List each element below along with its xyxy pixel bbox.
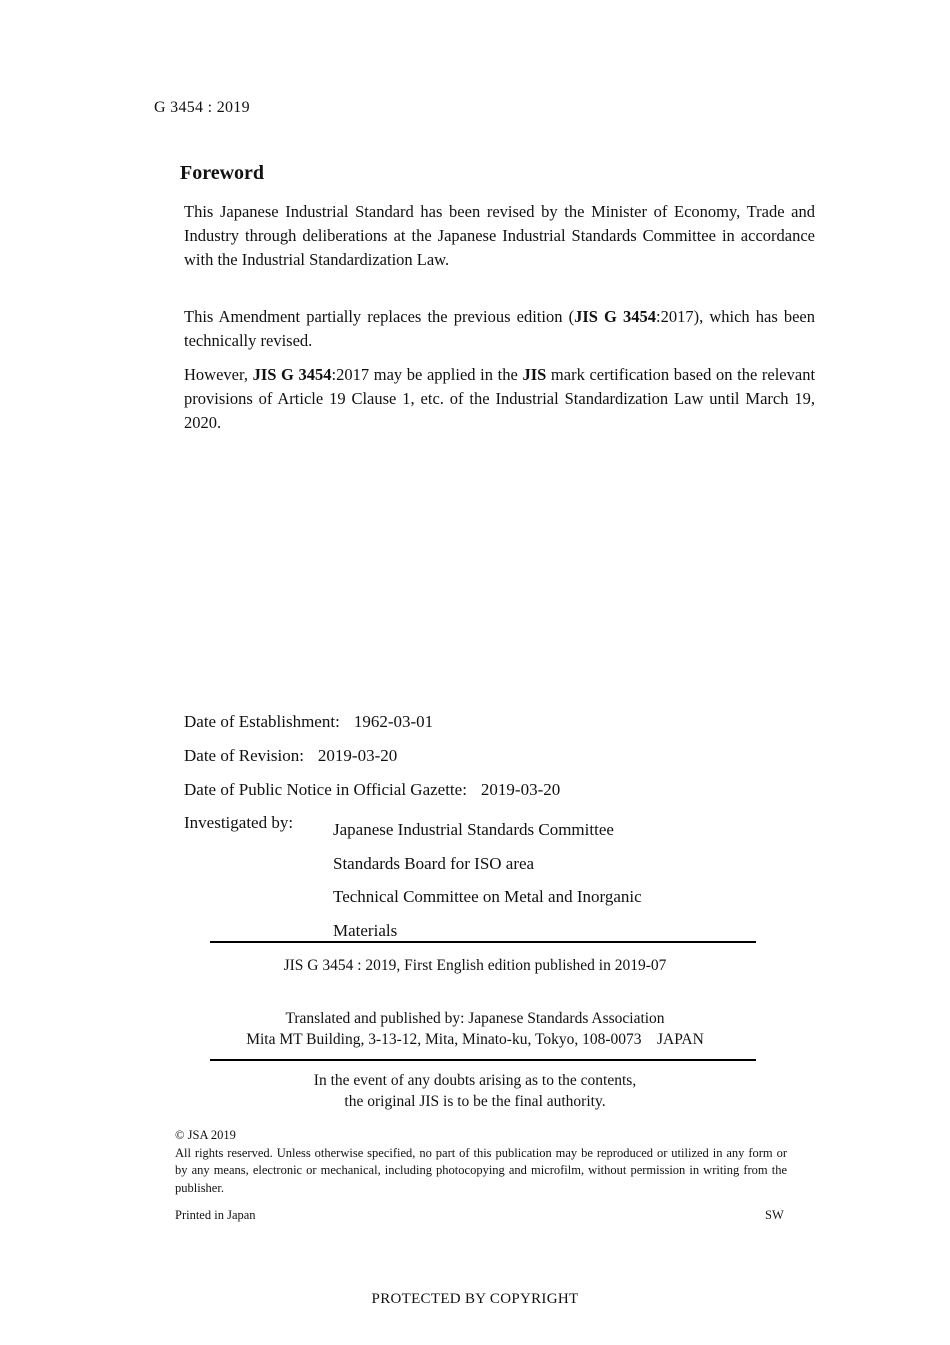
investigated-by-item: Standards Board for ISO area bbox=[333, 853, 535, 873]
revision-label: Date of Revision: bbox=[184, 746, 304, 765]
investigated-by-item: Japanese Industrial Standards Committee bbox=[333, 820, 614, 839]
publisher-line-1: Translated and published by: Japanese Standards Association bbox=[285, 1010, 665, 1027]
doubts-line-1: In the event of any doubts arising as to the contents, bbox=[313, 1072, 637, 1089]
doubts-notice bbox=[0, 1070, 950, 1112]
divider-top bbox=[210, 941, 756, 943]
p3-jis-mark: JIS bbox=[522, 365, 547, 384]
gazette-value: 2019-03-20 bbox=[480, 780, 561, 799]
p3-text-3: mark certification based on the relevant provisions of Article 19 Clause 1, etc. of the Industrial Standardization Law until March 19, 2020. bbox=[184, 365, 816, 432]
edition-line: JIS G 3454 : 2019, First English edition published in 2019-07 bbox=[283, 957, 667, 974]
p2-text-after: which has been technically revised. bbox=[184, 307, 815, 350]
investigated-by-item: Technical Committee on Metal and Inorganic bbox=[333, 887, 642, 907]
copyright-notice: © JSA 2019 bbox=[175, 1128, 236, 1142]
publisher-block bbox=[0, 1008, 950, 1050]
p2-standard-reference: JIS G 3454 bbox=[574, 307, 656, 326]
date-revision-row bbox=[184, 746, 397, 766]
p3-text-1: However, bbox=[184, 365, 253, 384]
foreword-paragraph-2 bbox=[184, 305, 815, 353]
foreword-title: Foreword bbox=[180, 162, 265, 184]
investigated-by-item: Materials bbox=[333, 921, 398, 941]
revision-value: 2019-03-20 bbox=[317, 746, 398, 765]
p2-text-before: This Amendment partially replaces the previous edition ( bbox=[184, 307, 575, 326]
p2-reference-year: :2017), bbox=[655, 307, 704, 326]
foreword-paragraph-3 bbox=[184, 363, 815, 435]
rights-statement: All rights reserved. Unless otherwise specified, no part of this publication may be reproduced or utilized in any form or by any means, electronic or mechanical, including photocopying and microfilm, without permission in writing from the publisher. bbox=[175, 1145, 787, 1195]
date-establishment-row bbox=[184, 712, 433, 732]
publisher-line-2: Mita MT Building, 3-13-12, Mita, Minato-ku, Tokyo, 108-0073 JAPAN bbox=[246, 1031, 704, 1048]
copyright-block bbox=[175, 1127, 787, 1197]
printer-code: SW bbox=[765, 1208, 784, 1222]
foreword-paragraph-1: This Japanese Industrial Standard has been revised by the Minister of Economy, Trade and Industry through deliberations at the Japanese Industrial Standards Committee in accordance with the Industrial Standardization Law. bbox=[184, 202, 815, 269]
investigated-label: Investigated by: bbox=[184, 813, 294, 832]
protected-by-copyright: PROTECTED BY COPYRIGHT bbox=[371, 1291, 579, 1307]
date-gazette-row bbox=[184, 780, 560, 800]
p3-standard-reference: JIS G 3454 bbox=[252, 365, 332, 384]
p3-text-2: :2017 may be applied in the bbox=[331, 365, 523, 384]
divider-bottom bbox=[210, 1059, 756, 1061]
printed-in-japan: Printed in Japan bbox=[175, 1208, 256, 1222]
gazette-label: Date of Public Notice in Official Gazette: bbox=[184, 780, 467, 799]
establishment-value: 1962-03-01 bbox=[353, 712, 434, 731]
standard-number-header: G 3454 : 2019 bbox=[154, 99, 250, 116]
establishment-label: Date of Establishment: bbox=[184, 712, 340, 731]
doubts-line-2: the original JIS is to be the final authority. bbox=[344, 1093, 606, 1110]
investigated-by-list bbox=[333, 813, 642, 948]
